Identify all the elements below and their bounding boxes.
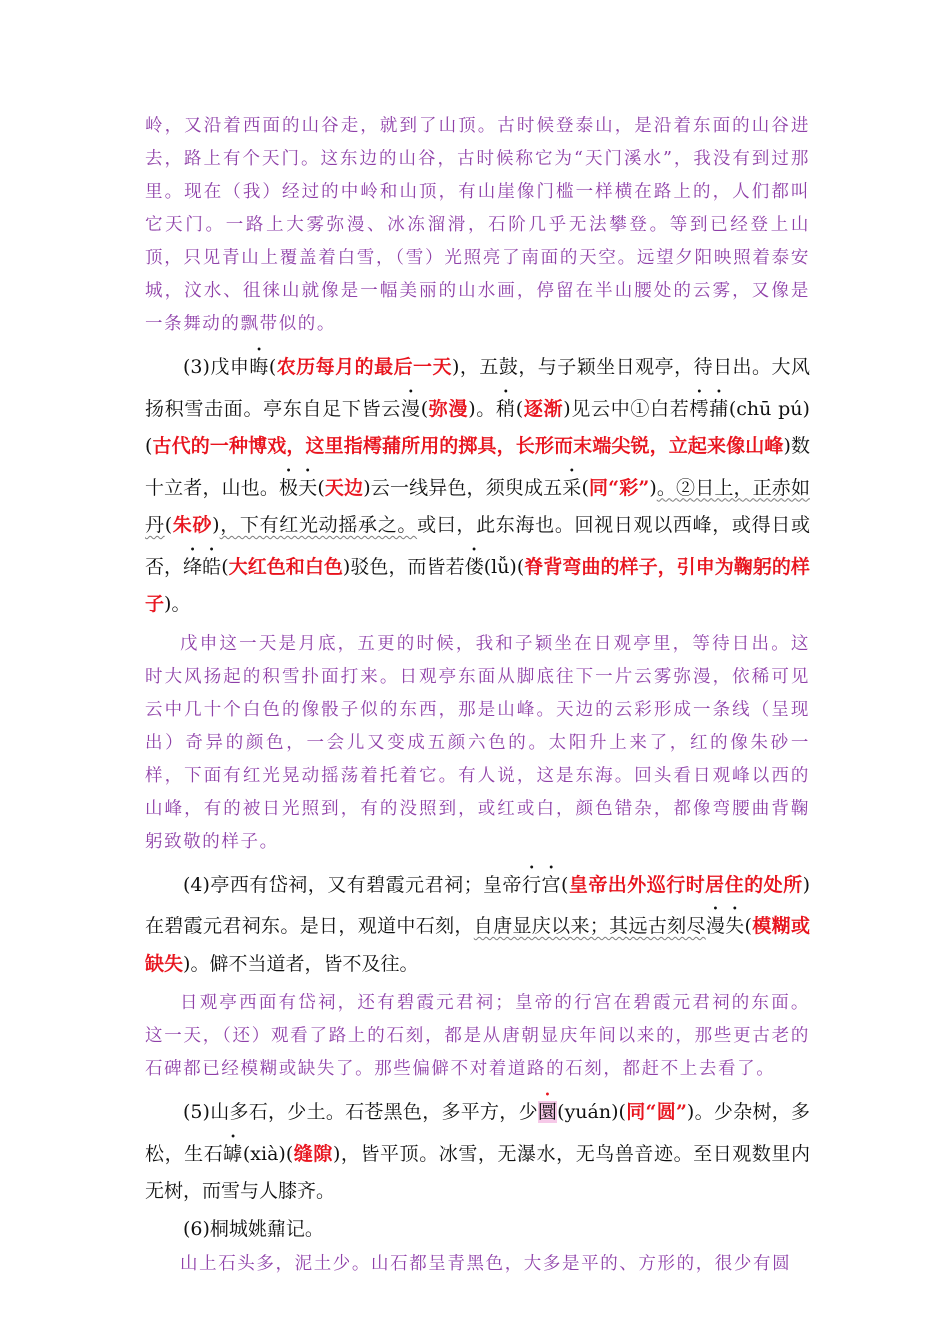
original-paragraph-6	[145, 1211, 810, 1249]
paren: (	[164, 514, 173, 536]
text-run: 。少杂树，多松，生石	[145, 1101, 810, 1165]
gloss-note: 同“圆”	[625, 1101, 687, 1123]
paren: )	[649, 476, 657, 499]
paren: (	[516, 555, 525, 578]
paren: (	[317, 476, 325, 499]
text-run: 见云中①白若	[570, 397, 690, 420]
pinyin: (lǚ)	[483, 555, 517, 578]
paren: )	[332, 1142, 341, 1165]
text-run: (5)山多石，少土。石苍黑色，多平方，少	[183, 1101, 538, 1123]
dotted-word: 漫	[400, 397, 421, 420]
text-run: 或曰，此东海也。回视日观以西峰，或得日或否，	[145, 514, 810, 578]
pinyin: (yuán)	[557, 1101, 619, 1123]
gloss-note: 弥漫	[428, 397, 469, 420]
text-run: 。	[475, 397, 496, 420]
paren: )	[363, 476, 371, 499]
text-run: 在碧霞元君祠东。是日，观道中石刻，	[145, 915, 474, 937]
dotted-word: 绛	[183, 555, 203, 578]
text-run: (4)亭西有岱祠，又有碧霞元君祠；皇帝	[183, 873, 522, 896]
paren: (	[145, 435, 153, 457]
paren: )	[802, 873, 810, 896]
dotted-word: 皓	[202, 555, 222, 578]
text-run: (3)戊申	[183, 356, 250, 378]
dotted-word: 罅	[223, 1142, 243, 1165]
dotted-word: 极天	[279, 476, 318, 499]
wavy-underlined-sentence: ，下有红光动摇承之。	[219, 514, 418, 536]
text-run: 。僻不当道者，皆不及往。	[190, 952, 419, 975]
translation-paragraph-5: 山上石头多，泥土少。山石都呈青黑色，大多是平的、方形的，很少有圆	[180, 1254, 792, 1274]
text-run: 驳色，而皆若	[350, 555, 465, 578]
paren: (	[560, 873, 569, 896]
paren: (	[420, 397, 429, 420]
paren: (	[285, 1142, 294, 1165]
gloss-note: 朱砂	[172, 514, 213, 536]
gloss-note: 脊背弯曲的样子，引申为鞠躬的样子	[145, 555, 810, 615]
original-paragraph-4	[145, 863, 810, 984]
paren: (	[515, 397, 524, 420]
dotted-word: 晦	[249, 356, 269, 378]
gloss-note: 天边	[324, 476, 364, 499]
paren: )	[342, 555, 351, 578]
translation-paragraph-2: 岭，又沿着西面的山谷走，就到了山顶。古时候登泰山，是沿着东面的山谷进去，路上有个天门。这东边的山谷，古时候称它为“天门溪水”，我没有到过那里。现在（我）经过的中岭和山顶，有山崖像门槛一样横在路上的，人们都叫它天门。一路上大雾弥漫、冰冻溜滑，石阶几乎无法攀登。等到已经登上山顶，只见青山上覆盖着白雪，（雪）光照亮了南面的天空。远望夕阳映照着泰安城，汶水、徂徕山就像是一幅美丽的山水画，停留在半山腰处的云雾，又像是一条舞动的飘带似的。	[145, 116, 810, 334]
paren: )	[783, 435, 791, 457]
pinyin: (xià)	[242, 1142, 286, 1165]
text-run: (6)桐城姚鼐记。	[183, 1217, 324, 1240]
paren: )	[212, 514, 220, 536]
paren: (	[221, 555, 229, 578]
text-run: 云一线异色，须臾成五	[370, 476, 563, 499]
original-paragraph-5	[145, 1090, 810, 1211]
paren: )	[164, 593, 172, 615]
gloss-note: 模糊或缺失	[145, 915, 810, 975]
text-run: 。	[171, 593, 191, 615]
wavy-underlined-sentence: 自唐显庆以来；其远古刻尽	[473, 915, 706, 937]
paren: (	[268, 356, 277, 378]
highlighted-dotted-word: 圜	[537, 1101, 558, 1123]
dotted-word: 稍	[496, 397, 516, 420]
translation-paragraph-4: 日观亭西面有岱祠，还有碧霞元君祠；皇帝的行宫在碧霞元君祠的东面。这一天，（还）观看了路上的石刻，都是从唐朝显庆年间以来的，那些更古老的石碑都已经模糊或缺失了。那些偏僻不对着道路的石刻，都赶不上去看了。	[145, 993, 810, 1079]
paren: (	[581, 476, 589, 499]
dotted-word: 采	[562, 476, 582, 499]
dotted-word: 漫失	[705, 915, 745, 937]
gloss-note: 古代的一种博戏，这里指樗蒱所用的掷具，长形而末端尖锐，立起来像山峰	[152, 435, 784, 457]
paren: )	[468, 397, 476, 420]
text-run: ，皆平顶。冰雪，无瀑水，无鸟兽音迹。至日观数里内无树，而雪与人膝齐。	[145, 1142, 810, 1202]
dotted-word: 偻	[464, 555, 484, 578]
text-run: 数十立者，山也。	[145, 435, 810, 499]
original-paragraph-3	[145, 345, 810, 624]
gloss-note: 大红色和白色	[228, 555, 343, 578]
dotted-word: 樗蒱	[689, 397, 729, 420]
gloss-note: 皇帝出外巡行时居住的处所	[568, 873, 803, 896]
gloss-note: 同“彩”	[588, 476, 650, 499]
paren: (	[744, 915, 752, 937]
gloss-note: 逐渐	[523, 397, 564, 420]
gloss-note: 缝隙	[293, 1142, 333, 1165]
pinyin: (chū pú)	[728, 397, 810, 420]
paren: (	[618, 1101, 626, 1123]
text-run: ，五鼓，与子颖坐日观亭，待日出。大风扬积雪击面。亭东自足下皆云	[145, 356, 810, 420]
translation-paragraph-3: 戊申这一天是月底，五更的时候，我和子颖坐在日观亭里，等待日出。这时大风扬起的积雪扑面打来。日观亭东面从脚底往下一片云雾弥漫，依稀可见云中几十个白色的像骰子似的东西，那是山峰。天边的云彩形成一条线（呈现出）奇异的颜色，一会儿又变成五颜六色的。太阳升上来了，红的像朱砂一样，下面有红光晃动摇荡着托着它。有人说，这是东海。回头看日观峰以西的山峰，有的被日光照到，有的没照到，或红或白，颜色错杂，都像弯腰曲背鞠躬致敬的样子。	[145, 633, 810, 852]
paren: )	[452, 356, 460, 378]
paren: )	[183, 952, 191, 975]
paren: )	[686, 1101, 695, 1123]
wavy-underlined-sentence: 。②日上，正赤如丹	[145, 476, 810, 536]
gloss-note: 农历每月的最后一天	[276, 356, 452, 378]
paren: )	[563, 397, 571, 420]
dotted-word: 行宫	[522, 873, 561, 896]
